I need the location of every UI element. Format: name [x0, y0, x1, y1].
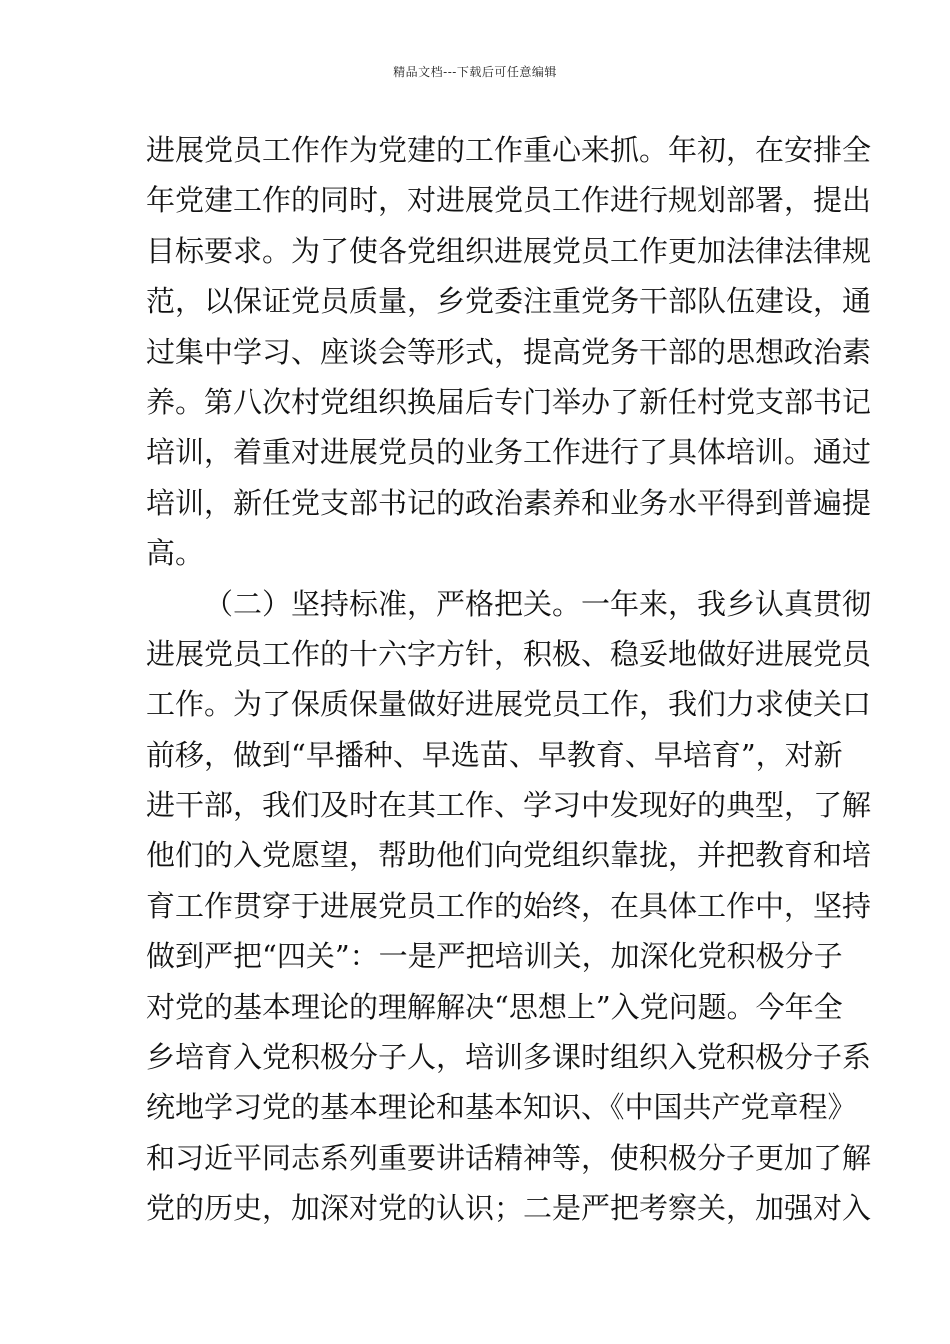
- text-line: 目标要求。为了使各党组织进展党员工作更加法律法律规: [146, 233, 872, 268]
- page-header: 精品文档---下载后可任意编辑: [393, 65, 557, 79]
- text-line: 进展党员工作的十六字方针，积极、稳妥地做好进展党员: [146, 636, 872, 671]
- text-line: 做到严把“四关”：一是严把培训关，加深化党积极分子: [146, 939, 843, 974]
- text-line: 和习近平同志系列重要讲话精神等，使积极分子更加了解: [146, 1140, 872, 1175]
- text-line: 过集中学习、座谈会等形式，提高党务干部的思想政治素: [146, 334, 872, 369]
- text-line: 对党的基本理论的理解解决“思想上”入党问题。今年全: [146, 989, 843, 1024]
- text-line: 育工作贯穿于进展党员工作的始终，在具体工作中，坚持: [146, 888, 872, 923]
- document-body: [146, 125, 872, 1234]
- text-line: 乡培育入党积极分子人，培训多课时组织入党积极分子系: [146, 1040, 872, 1075]
- text-line: 党的历史，加深对党的认识；二是严把考察关，加强对入: [146, 1191, 872, 1226]
- text-line: 工作。为了保质保量做好进展党员工作，我们力求使关口: [146, 687, 872, 722]
- text-line: 高。: [146, 536, 205, 571]
- text-line: 进干部，我们及时在其工作、学习中发现好的典型，了解: [146, 788, 872, 823]
- text-line: 统地学习党的基本理论和基本知识、《中国共产党章程》: [146, 1090, 857, 1125]
- text-line: 进展党员工作作为党建的工作重心来抓。年初，在安排全: [146, 133, 872, 167]
- text-line: 范，以保证党员质量，乡党委注重党务干部队伍建设，通: [146, 284, 872, 319]
- text-line: 培训，新任党支部书记的政治素养和业务水平得到普遍提: [146, 485, 872, 520]
- text-line: 年党建工作的同时，对进展党员工作进行规划部署，提出: [146, 183, 872, 218]
- text-line: 养。第八次村党组织换届后专门举办了新任村党支部书记: [146, 384, 872, 419]
- text-line: 前移，做到“早播种、早选苗、早教育、早培育”，对新: [146, 737, 843, 772]
- text-line: 培训，着重对进展党员的业务工作进行了具体培训。通过: [146, 435, 872, 470]
- paragraph-heading-line: （二）坚持标准，严格把关。一年来，我乡认真贯彻: [204, 586, 872, 621]
- text-line: 他们的入党愿望，帮助他们向党组织靠拢，并把教育和培: [146, 838, 872, 873]
